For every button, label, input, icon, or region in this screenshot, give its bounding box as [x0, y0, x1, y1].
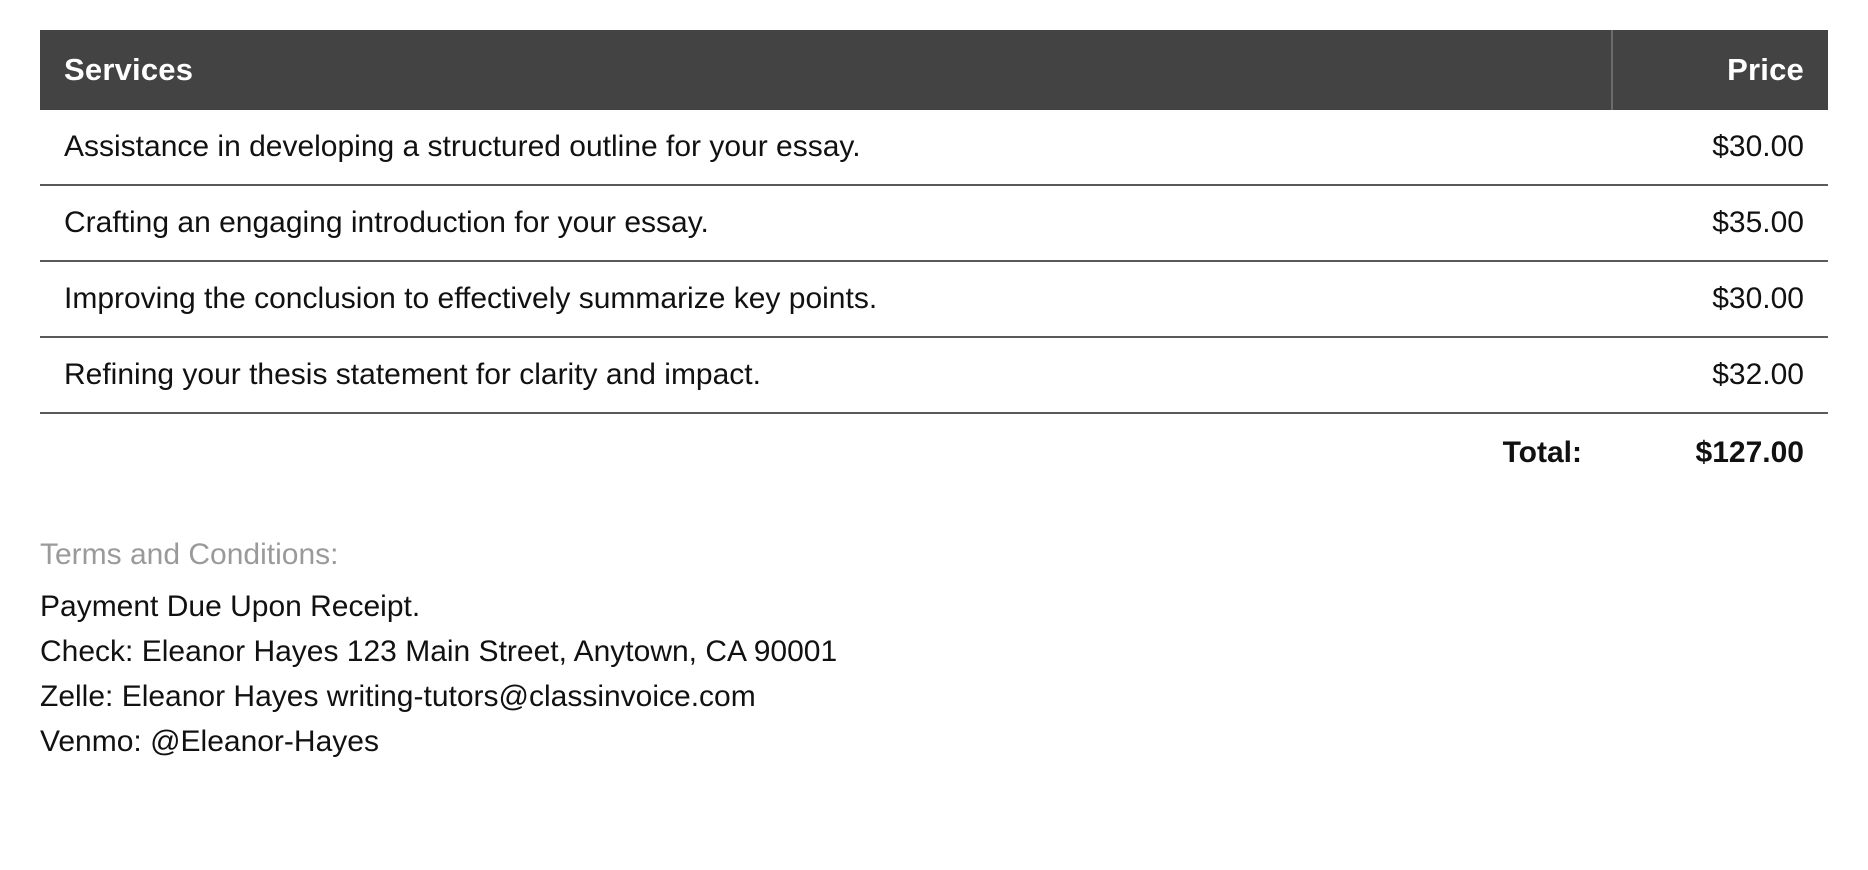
column-header-services: Services — [40, 30, 1612, 110]
terms-line-payment: Payment Due Upon Receipt. — [40, 590, 421, 623]
terms-and-conditions-section — [40, 538, 1828, 764]
table-row — [40, 337, 1828, 413]
table-header-row — [40, 30, 1828, 110]
service-price: $35.00 — [1612, 185, 1828, 261]
total-value: $127.00 — [1695, 436, 1804, 469]
service-price: $32.00 — [1612, 337, 1828, 413]
service-description: Refining your thesis statement for clarity and impact. — [40, 337, 1612, 413]
table-row — [40, 110, 1828, 185]
terms-line-venmo: Venmo: @Eleanor-Hayes — [40, 725, 379, 758]
table-header — [40, 30, 1828, 110]
services-price-table — [40, 30, 1828, 490]
table-row — [40, 185, 1828, 261]
table-total-row — [40, 413, 1828, 490]
total-label: Total: — [1502, 436, 1582, 469]
terms-line-check: Check: Eleanor Hayes 123 Main Street, Anytown, CA 90001 — [40, 635, 838, 668]
service-price: $30.00 — [1612, 261, 1828, 337]
table-body — [40, 110, 1828, 490]
terms-title: Terms and Conditions: — [40, 538, 339, 571]
terms-line-zelle: Zelle: Eleanor Hayes writing-tutors@classinvoice.com — [40, 680, 756, 713]
table-row — [40, 261, 1828, 337]
service-description: Crafting an engaging introduction for your essay. — [40, 185, 1612, 261]
service-price: $30.00 — [1612, 110, 1828, 185]
service-description: Improving the conclusion to effectively summarize key points. — [40, 261, 1612, 337]
service-description: Assistance in developing a structured outline for your essay. — [40, 110, 1612, 185]
column-header-price: Price — [1612, 30, 1828, 110]
